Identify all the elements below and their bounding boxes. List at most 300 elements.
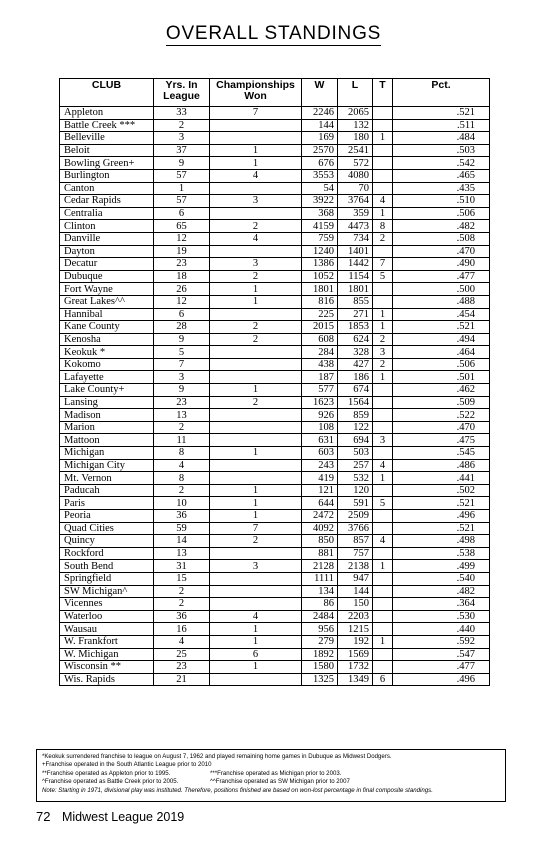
cell-championships: 3	[210, 560, 302, 573]
table-row	[60, 623, 490, 636]
cell-ties: 1	[373, 207, 393, 220]
cell-championships: 2	[210, 535, 302, 548]
cell-club: Lafayette	[60, 371, 154, 384]
cell-pct: .498	[393, 535, 490, 548]
cell-losses: 132	[338, 119, 373, 132]
table-row	[60, 661, 490, 674]
cell-club: SW Michigan^	[60, 585, 154, 598]
cell-championships: 6	[210, 648, 302, 661]
cell-ties	[373, 245, 393, 258]
cell-wins: 1801	[302, 283, 338, 296]
cell-wins: 1386	[302, 258, 338, 271]
cell-losses: 624	[338, 333, 373, 346]
cell-wins: 121	[302, 484, 338, 497]
cell-club: Kenosha	[60, 333, 154, 346]
cell-years: 31	[154, 560, 210, 573]
table-row	[60, 510, 490, 523]
cell-wins: 279	[302, 635, 338, 648]
header-ties: T	[373, 79, 393, 107]
cell-championships: 1	[210, 510, 302, 523]
cell-pct: .462	[393, 384, 490, 397]
cell-losses: 503	[338, 447, 373, 460]
cell-club: Cedar Rapids	[60, 195, 154, 208]
cell-club: Vicennes	[60, 598, 154, 611]
cell-wins: 881	[302, 547, 338, 560]
table-row	[60, 484, 490, 497]
table-row	[60, 434, 490, 447]
cell-wins: 2472	[302, 510, 338, 523]
cell-pct: .538	[393, 547, 490, 560]
cell-ties: 4	[373, 535, 393, 548]
table-row	[60, 384, 490, 397]
cell-ties	[373, 396, 393, 409]
cell-ties: 6	[373, 673, 393, 686]
cell-years: 4	[154, 635, 210, 648]
cell-pct: .502	[393, 484, 490, 497]
cell-losses: 4473	[338, 220, 373, 233]
cell-club: Michigan	[60, 447, 154, 460]
cell-years: 1	[154, 182, 210, 195]
cell-wins: 134	[302, 585, 338, 598]
cell-club: Paris	[60, 497, 154, 510]
cell-wins: 956	[302, 623, 338, 636]
cell-wins: 187	[302, 371, 338, 384]
cell-wins: 759	[302, 232, 338, 245]
cell-wins: 368	[302, 207, 338, 220]
cell-ties	[373, 547, 393, 560]
cell-ties: 7	[373, 258, 393, 271]
cell-ties	[373, 295, 393, 308]
cell-years: 57	[154, 195, 210, 208]
cell-losses: 2203	[338, 610, 373, 623]
cell-losses: 1853	[338, 321, 373, 334]
cell-wins: 4159	[302, 220, 338, 233]
cell-wins: 603	[302, 447, 338, 460]
cell-losses: 150	[338, 598, 373, 611]
cell-losses: 4080	[338, 169, 373, 182]
footnote-michigan: ***Franchise operated as Michigan prior to 2003.	[210, 769, 342, 777]
cell-championships	[210, 119, 302, 132]
cell-losses: 859	[338, 409, 373, 422]
cell-losses: 144	[338, 585, 373, 598]
cell-championships: 1	[210, 635, 302, 648]
cell-pct: .522	[393, 409, 490, 422]
cell-losses: 1215	[338, 623, 373, 636]
cell-club: South Bend	[60, 560, 154, 573]
table-row	[60, 295, 490, 308]
cell-years: 18	[154, 270, 210, 283]
cell-losses: 2541	[338, 144, 373, 157]
cell-championships	[210, 598, 302, 611]
cell-pct: .494	[393, 333, 490, 346]
table-row	[60, 346, 490, 359]
cell-ties: 1	[373, 308, 393, 321]
cell-pct: .510	[393, 195, 490, 208]
cell-championships	[210, 308, 302, 321]
cell-years: 12	[154, 295, 210, 308]
cell-ties	[373, 283, 393, 296]
cell-ties	[373, 610, 393, 623]
standings-body	[60, 107, 490, 686]
cell-wins: 4092	[302, 522, 338, 535]
cell-years: 2	[154, 421, 210, 434]
table-row	[60, 497, 490, 510]
cell-pct: .477	[393, 661, 490, 674]
cell-club: Rockford	[60, 547, 154, 560]
cell-ties	[373, 409, 393, 422]
table-row	[60, 560, 490, 573]
cell-championships	[210, 585, 302, 598]
cell-ties: 1	[373, 371, 393, 384]
cell-ties	[373, 144, 393, 157]
cell-ties: 1	[373, 560, 393, 573]
cell-championships	[210, 421, 302, 434]
cell-ties	[373, 661, 393, 674]
cell-pct: .509	[393, 396, 490, 409]
table-row	[60, 572, 490, 585]
cell-pct: .477	[393, 270, 490, 283]
cell-championships: 7	[210, 522, 302, 535]
cell-pct: .475	[393, 434, 490, 447]
cell-ties: 5	[373, 270, 393, 283]
cell-club: Fort Wayne	[60, 283, 154, 296]
table-row	[60, 635, 490, 648]
table-row	[60, 107, 490, 120]
cell-ties	[373, 510, 393, 523]
cell-years: 3	[154, 371, 210, 384]
cell-ties: 2	[373, 358, 393, 371]
cell-pct: .488	[393, 295, 490, 308]
table-row	[60, 447, 490, 460]
cell-wins: 1623	[302, 396, 338, 409]
cell-pct: .465	[393, 169, 490, 182]
cell-ties: 3	[373, 346, 393, 359]
cell-pct: .521	[393, 321, 490, 334]
cell-wins: 86	[302, 598, 338, 611]
cell-club: Wis. Rapids	[60, 673, 154, 686]
cell-pct: .484	[393, 132, 490, 145]
cell-pct: .542	[393, 157, 490, 170]
cell-losses: 947	[338, 572, 373, 585]
cell-years: 8	[154, 447, 210, 460]
cell-ties: 3	[373, 434, 393, 447]
cell-wins: 608	[302, 333, 338, 346]
cell-losses: 591	[338, 497, 373, 510]
cell-years: 23	[154, 258, 210, 271]
cell-pct: .530	[393, 610, 490, 623]
cell-championships: 1	[210, 384, 302, 397]
cell-championships	[210, 182, 302, 195]
footnotes-box	[36, 749, 506, 802]
cell-championships: 4	[210, 169, 302, 182]
cell-pct: .464	[393, 346, 490, 359]
cell-ties: 4	[373, 459, 393, 472]
cell-pct: .592	[393, 635, 490, 648]
standings-table	[59, 78, 490, 686]
cell-losses: 2138	[338, 560, 373, 573]
cell-ties: 1	[373, 472, 393, 485]
cell-wins: 644	[302, 497, 338, 510]
cell-club: Springfield	[60, 572, 154, 585]
cell-wins: 3922	[302, 195, 338, 208]
cell-ties	[373, 157, 393, 170]
cell-club: Lansing	[60, 396, 154, 409]
table-row	[60, 396, 490, 409]
cell-losses: 1564	[338, 396, 373, 409]
cell-ties: 5	[373, 497, 393, 510]
cell-years: 13	[154, 547, 210, 560]
cell-wins: 2570	[302, 144, 338, 157]
cell-ties: 1	[373, 321, 393, 334]
cell-pct: .521	[393, 497, 490, 510]
cell-years: 36	[154, 610, 210, 623]
cell-championships	[210, 358, 302, 371]
cell-losses: 1732	[338, 661, 373, 674]
table-row	[60, 169, 490, 182]
cell-pct: .496	[393, 673, 490, 686]
cell-pct: .486	[393, 459, 490, 472]
table-row	[60, 119, 490, 132]
cell-pct: .441	[393, 472, 490, 485]
cell-club: Dubuque	[60, 270, 154, 283]
cell-club: Canton	[60, 182, 154, 195]
cell-club: Lake County+	[60, 384, 154, 397]
table-row	[60, 157, 490, 170]
cell-losses: 1569	[338, 648, 373, 661]
cell-years: 12	[154, 232, 210, 245]
cell-pct: .511	[393, 119, 490, 132]
footnote-pair-1	[42, 770, 500, 778]
cell-pct: .454	[393, 308, 490, 321]
cell-championships: 4	[210, 232, 302, 245]
cell-losses: 328	[338, 346, 373, 359]
footnote-divisional-play: Note: Starting in 1971, divisional play was instituted. Therefore, positions finished are based on won-lost percentage in final composite standings.	[42, 786, 433, 794]
cell-championships: 3	[210, 258, 302, 271]
table-row	[60, 232, 490, 245]
cell-years: 9	[154, 157, 210, 170]
cell-wins: 676	[302, 157, 338, 170]
cell-club: Decatur	[60, 258, 154, 271]
cell-losses: 694	[338, 434, 373, 447]
cell-ties	[373, 484, 393, 497]
cell-wins: 284	[302, 346, 338, 359]
cell-championships: 1	[210, 497, 302, 510]
cell-club: Wausau	[60, 623, 154, 636]
cell-championships: 1	[210, 283, 302, 296]
cell-club: Danville	[60, 232, 154, 245]
cell-wins: 2015	[302, 321, 338, 334]
cell-club: Belleville	[60, 132, 154, 145]
cell-ties	[373, 119, 393, 132]
footnote-keokuk: *Keokuk surrendered franchise to league on August 7, 1962 and played remaining home games in Dubuque as Midwest Dodgers.	[42, 753, 392, 760]
cell-years: 26	[154, 283, 210, 296]
header-club: CLUB	[60, 79, 154, 107]
cell-club: Waterloo	[60, 610, 154, 623]
cell-club: Michigan City	[60, 459, 154, 472]
cell-losses: 1349	[338, 673, 373, 686]
table-row	[60, 144, 490, 157]
cell-championships: 1	[210, 295, 302, 308]
cell-wins: 438	[302, 358, 338, 371]
cell-championships: 1	[210, 447, 302, 460]
table-row	[60, 409, 490, 422]
cell-pct: .501	[393, 371, 490, 384]
cell-ties	[373, 107, 393, 120]
cell-club: Quad Cities	[60, 522, 154, 535]
cell-losses: 186	[338, 371, 373, 384]
cell-championships	[210, 346, 302, 359]
table-row	[60, 610, 490, 623]
cell-ties	[373, 522, 393, 535]
cell-losses: 757	[338, 547, 373, 560]
table-row	[60, 598, 490, 611]
cell-ties: 1	[373, 132, 393, 145]
cell-pct: .482	[393, 585, 490, 598]
cell-championships	[210, 673, 302, 686]
cell-wins: 169	[302, 132, 338, 145]
cell-losses: 3764	[338, 195, 373, 208]
cell-wins: 225	[302, 308, 338, 321]
cell-pct: .470	[393, 245, 490, 258]
cell-wins: 2246	[302, 107, 338, 120]
cell-pct: .547	[393, 648, 490, 661]
cell-club: W. Michigan	[60, 648, 154, 661]
cell-pct: .508	[393, 232, 490, 245]
table-row	[60, 421, 490, 434]
cell-pct: .435	[393, 182, 490, 195]
cell-club: Appleton	[60, 107, 154, 120]
cell-pct: .470	[393, 421, 490, 434]
cell-championships: 2	[210, 220, 302, 233]
cell-wins: 850	[302, 535, 338, 548]
cell-championships	[210, 409, 302, 422]
cell-pct: .482	[393, 220, 490, 233]
cell-wins: 577	[302, 384, 338, 397]
cell-years: 57	[154, 169, 210, 182]
cell-pct: .364	[393, 598, 490, 611]
cell-years: 2	[154, 484, 210, 497]
table-header-row	[60, 79, 490, 107]
table-row	[60, 132, 490, 145]
cell-ties	[373, 384, 393, 397]
table-row	[60, 673, 490, 686]
table-row	[60, 648, 490, 661]
header-years-in-league: Yrs. In League	[154, 79, 210, 107]
table-row	[60, 195, 490, 208]
cell-years: 15	[154, 572, 210, 585]
cell-wins: 419	[302, 472, 338, 485]
cell-losses: 122	[338, 421, 373, 434]
footnote-pair-2	[42, 778, 500, 786]
cell-wins: 144	[302, 119, 338, 132]
page-footer	[36, 809, 184, 824]
cell-years: 6	[154, 207, 210, 220]
cell-ties	[373, 648, 393, 661]
cell-club: Wisconsin **	[60, 661, 154, 674]
page-title-text: OVERALL STANDINGS	[165, 23, 382, 44]
cell-ties: 4	[373, 195, 393, 208]
cell-club: Kane County	[60, 321, 154, 334]
cell-losses: 857	[338, 535, 373, 548]
cell-championships: 1	[210, 623, 302, 636]
cell-club: Bowling Green+	[60, 157, 154, 170]
cell-ties: 2	[373, 333, 393, 346]
table-row	[60, 321, 490, 334]
cell-championships: 2	[210, 396, 302, 409]
cell-years: 59	[154, 522, 210, 535]
cell-years: 16	[154, 623, 210, 636]
cell-championships	[210, 207, 302, 220]
cell-wins: 1240	[302, 245, 338, 258]
cell-ties	[373, 572, 393, 585]
cell-pct: .496	[393, 510, 490, 523]
table-row	[60, 522, 490, 535]
cell-losses: 674	[338, 384, 373, 397]
footnote-sw-michigan: ^^Franchise operated as SW Michigan prior to 2007	[210, 778, 350, 786]
table-row	[60, 270, 490, 283]
table-row	[60, 358, 490, 371]
cell-pct: .545	[393, 447, 490, 460]
cell-years: 2	[154, 585, 210, 598]
cell-pct: .521	[393, 107, 490, 120]
cell-wins: 631	[302, 434, 338, 447]
cell-losses: 855	[338, 295, 373, 308]
table-row	[60, 535, 490, 548]
header-championships-won: Championships Won	[210, 79, 302, 107]
cell-ties	[373, 447, 393, 460]
header-losses: L	[338, 79, 373, 107]
cell-losses: 3766	[338, 522, 373, 535]
cell-championships	[210, 472, 302, 485]
cell-losses: 271	[338, 308, 373, 321]
cell-losses: 120	[338, 484, 373, 497]
cell-years: 2	[154, 119, 210, 132]
cell-ties: 8	[373, 220, 393, 233]
cell-losses: 734	[338, 232, 373, 245]
cell-losses: 427	[338, 358, 373, 371]
cell-losses: 70	[338, 182, 373, 195]
cell-pct: .500	[393, 283, 490, 296]
cell-championships	[210, 572, 302, 585]
cell-ties	[373, 623, 393, 636]
cell-club: Dayton	[60, 245, 154, 258]
cell-years: 28	[154, 321, 210, 334]
cell-pct: .521	[393, 522, 490, 535]
cell-ties	[373, 182, 393, 195]
cell-championships	[210, 459, 302, 472]
cell-club: Burlington	[60, 169, 154, 182]
cell-championships	[210, 371, 302, 384]
cell-years: 11	[154, 434, 210, 447]
cell-championships: 1	[210, 661, 302, 674]
cell-club: Marion	[60, 421, 154, 434]
cell-years: 25	[154, 648, 210, 661]
cell-championships: 3	[210, 195, 302, 208]
table-row	[60, 258, 490, 271]
cell-championships: 1	[210, 144, 302, 157]
cell-years: 23	[154, 661, 210, 674]
footnote-appleton: **Franchise operated as Appleton prior to 1995.	[42, 769, 171, 777]
cell-championships: 7	[210, 107, 302, 120]
cell-years: 14	[154, 535, 210, 548]
cell-years: 13	[154, 409, 210, 422]
table-row	[60, 585, 490, 598]
cell-wins: 1052	[302, 270, 338, 283]
cell-club: Quincy	[60, 535, 154, 548]
cell-pct: .540	[393, 572, 490, 585]
cell-championships: 1	[210, 157, 302, 170]
cell-club: Peoria	[60, 510, 154, 523]
